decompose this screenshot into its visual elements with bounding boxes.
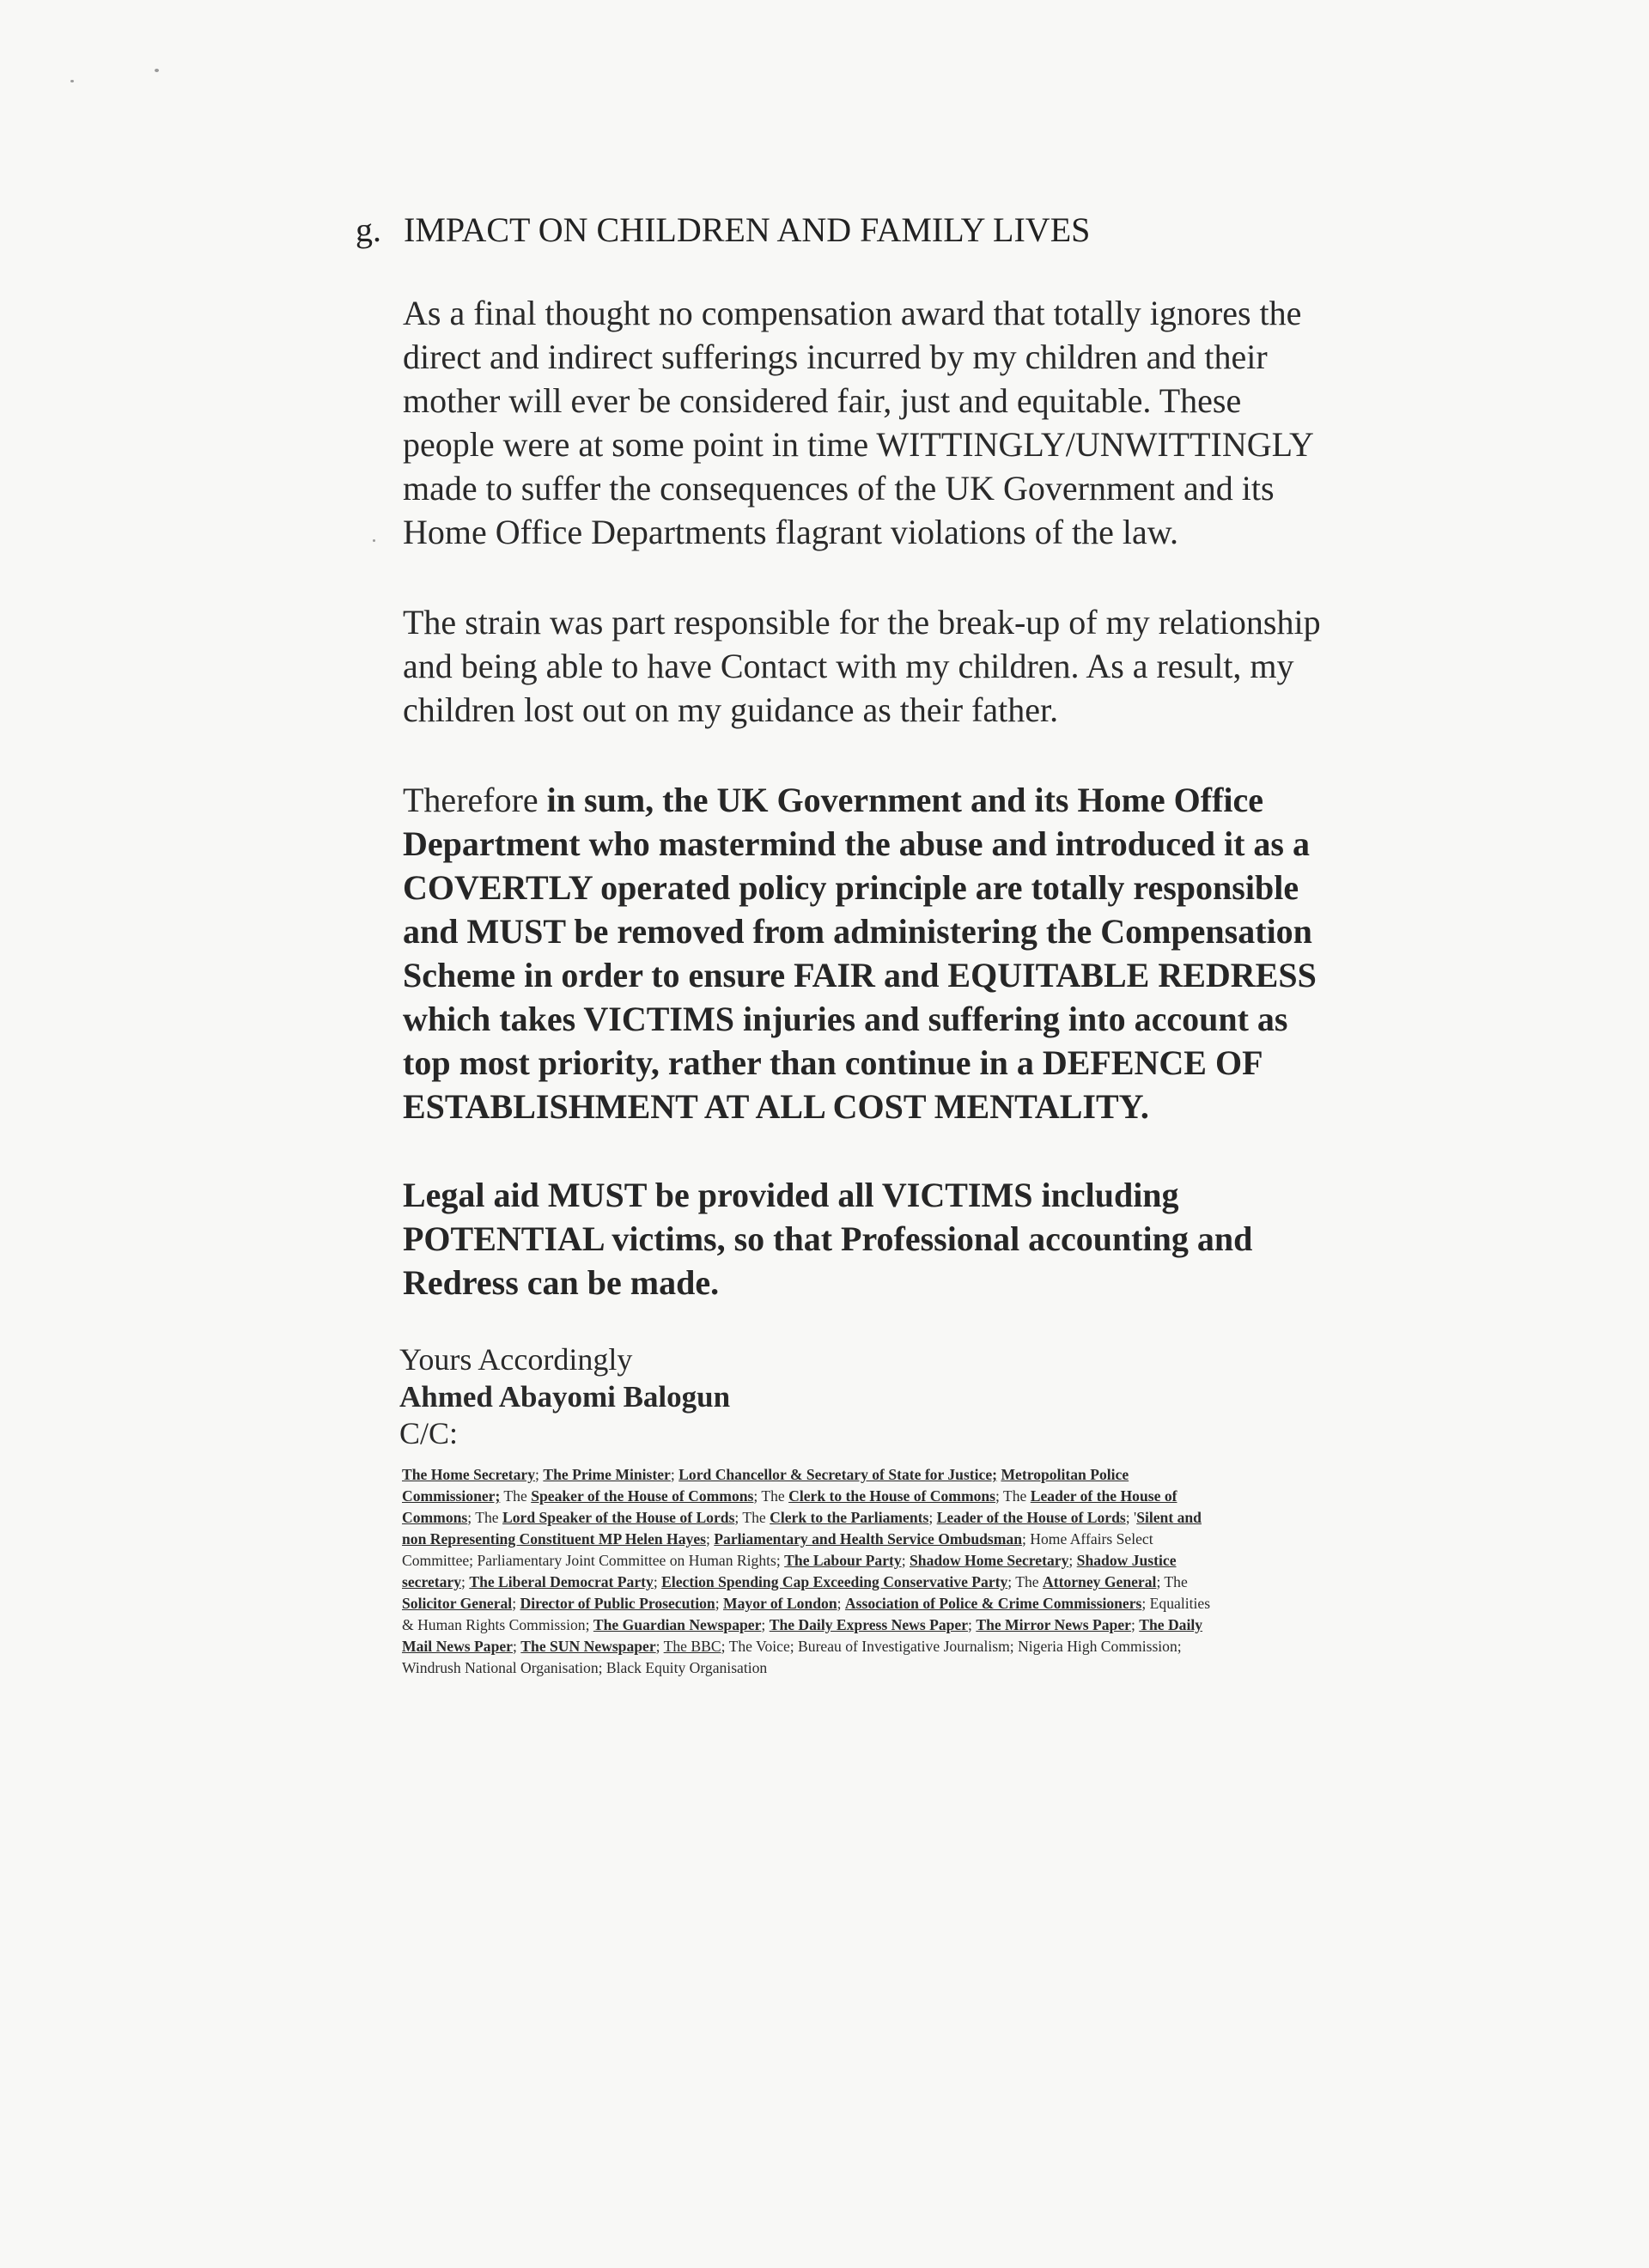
cc-separator: ; (670, 1466, 679, 1483)
cc-line (402, 1529, 1424, 1550)
text-line: COVERTLY operated policy principle are totally responsible (403, 868, 1299, 907)
cc-recipient: The Labour Party (784, 1552, 902, 1569)
cc-recipient: Lord Speaker of the House of Lords (502, 1509, 735, 1526)
cc-recipient: Director of Public Prosecution (520, 1595, 715, 1612)
section-heading (356, 209, 1472, 252)
cc-recipient: Commons (402, 1509, 468, 1526)
cc-recipient: Shadow Justice (1076, 1552, 1177, 1569)
text-line: As a final thought no compensation award that totally ignores the (403, 294, 1302, 332)
cc-line (402, 1464, 1424, 1486)
cc-separator: ; The (753, 1487, 789, 1505)
cc-recipient: The Liberal Democrat Party (469, 1573, 654, 1590)
cc-recipient: The BBC (663, 1638, 721, 1655)
text-line: which takes VICTIMS injuries and suffering into account as (403, 1000, 1288, 1038)
text-line: direct and indirect sufferings incurred by my children and their (403, 337, 1268, 376)
paragraph-final-thought (403, 291, 1459, 554)
cc-plain-text: & Human Rights Commission; (402, 1616, 593, 1633)
text-line: mother will ever be considered fair, just and equitable. These (403, 381, 1242, 420)
cc-plain-text: ; The Voice; Bureau of Investigative Journalism; Nigeria High Commission; (721, 1638, 1182, 1655)
cc-separator: ; The (1007, 1573, 1044, 1590)
cc-recipient: Commissioner; (402, 1487, 501, 1505)
cc-line (402, 1636, 1424, 1657)
cc-line (402, 1550, 1424, 1572)
cc-separator: ; (535, 1466, 544, 1483)
cc-separator: ; (1130, 1616, 1140, 1633)
lead-text: Therefore (403, 781, 547, 819)
text-line (403, 778, 1459, 822)
text-line: The strain was part responsible for the break-up of my relationship (403, 603, 1321, 641)
cc-recipient: Election Spending Cap Exceeding Conservative Party (661, 1573, 1008, 1590)
cc-recipient: Clerk to the Parliaments (770, 1509, 929, 1526)
cc-recipient: The Mirror News Paper (976, 1616, 1131, 1633)
cc-recipient: Mayor of London (723, 1595, 837, 1612)
cc-separator: ; (653, 1573, 662, 1590)
signatory-name: Ahmed Abayomi Balogun (399, 1380, 731, 1414)
cc-plain-text: ; The (1156, 1573, 1188, 1590)
cc-plain-text: Windrush National Organisation; Black Equity Organisation (402, 1659, 768, 1676)
cc-separator: ; The (995, 1487, 1031, 1505)
cc-separator: ; (928, 1509, 937, 1526)
cc-separator: ; The (734, 1509, 770, 1526)
text-line: POTENTIAL victims, so that Professional accounting and (403, 1219, 1253, 1258)
cc-separator: ; (655, 1638, 664, 1655)
cc-plain-text: ; Home Affairs Select (1022, 1530, 1153, 1547)
cc-recipient: The Prime Minister (543, 1466, 671, 1483)
cc-recipient: Shadow Home Secretary (910, 1552, 1069, 1569)
cc-line (402, 1593, 1424, 1614)
cc-recipient: Lord Chancellor & Secretary of State for Justice; (678, 1466, 998, 1483)
cc-separator: The (500, 1487, 532, 1505)
salutation: Yours Accordingly (399, 1342, 633, 1377)
paragraph-strain (403, 600, 1459, 732)
cc-separator: ; (761, 1616, 770, 1633)
cc-line (402, 1507, 1424, 1529)
cc-recipient: secretary (402, 1573, 462, 1590)
cc-recipients-list (402, 1464, 1424, 1679)
text-line: ESTABLISHMENT AT ALL COST MENTALITY. (403, 1087, 1149, 1126)
cc-separator: ; (461, 1573, 470, 1590)
text-line: Scheme in order to ensure FAIR and EQUITABLE REDRESS (403, 956, 1317, 994)
cc-line (402, 1657, 1424, 1679)
text-line: made to suffer the consequences of the UK Government and its (403, 469, 1275, 508)
scan-speck (373, 539, 375, 542)
bold-text: in sum, the UK Government and its Home Office (546, 781, 1264, 819)
cc-line (402, 1614, 1424, 1636)
cc-separator: ; (706, 1530, 715, 1547)
text-line: Department who mastermind the abuse and introduced it as a (403, 824, 1310, 863)
cc-separator: ; (968, 1616, 977, 1633)
text-line: children lost out on my guidance as their father. (403, 690, 1059, 729)
cc-separator: ; ' (1125, 1509, 1137, 1526)
cc-recipient: The Daily (1139, 1616, 1203, 1633)
cc-separator: ; (513, 1638, 521, 1655)
text-line: Legal aid MUST be provided all VICTIMS including (403, 1176, 1179, 1214)
cc-label: C/C: (399, 1416, 459, 1450)
paragraph-conclusion (403, 778, 1459, 1128)
cc-separator: ; (901, 1552, 910, 1569)
cc-recipient: Attorney General (1043, 1573, 1157, 1590)
cc-recipient: Mail News Paper (402, 1638, 513, 1655)
cc-recipient: The Guardian Newspaper (593, 1616, 762, 1633)
cc-recipient: Leader of the House of (1030, 1487, 1177, 1505)
cc-recipient: Solicitor General (402, 1595, 513, 1612)
text-line: and being able to have Contact with my children. As a result, my (403, 647, 1294, 685)
cc-recipient: Speaker of the House of Commons (531, 1487, 754, 1505)
cc-line (402, 1572, 1424, 1593)
cc-plain-text: Committee; Parliamentary Joint Committee on Human Rights; (402, 1552, 785, 1569)
scan-speck (155, 69, 159, 72)
closing-block (399, 1341, 730, 1452)
cc-separator: ; (715, 1595, 723, 1612)
cc-recipient: Leader of the House of Lords (936, 1509, 1126, 1526)
text-line: Home Office Departments flagrant violations of the law. (403, 513, 1179, 551)
cc-separator: ; The (467, 1509, 502, 1526)
section-marker: g. (356, 210, 381, 249)
text-line: top most priority, rather than continue in a DEFENCE OF (403, 1043, 1263, 1082)
paragraph-legal-aid (403, 1173, 1459, 1304)
cc-recipient: Parliamentary and Health Service Ombudsman (714, 1530, 1023, 1547)
cc-line (402, 1486, 1424, 1507)
cc-recipient: The SUN Newspaper (520, 1638, 656, 1655)
cc-separator: ; (512, 1595, 520, 1612)
cc-recipient: Metropolitan Police (1001, 1466, 1129, 1483)
scan-speck (70, 80, 74, 82)
cc-recipient: The Home Secretary (402, 1466, 536, 1483)
text-line: Redress can be made. (403, 1263, 720, 1302)
section-title: IMPACT ON CHILDREN AND FAMILY LIVES (404, 210, 1091, 249)
cc-recipient: non Representing Constituent MP Helen Hayes (402, 1530, 706, 1547)
cc-recipient: Silent and (1136, 1509, 1202, 1526)
cc-separator: ; (1068, 1552, 1077, 1569)
cc-recipient: Association of Police & Crime Commissioners (844, 1595, 1142, 1612)
text-line: people were at some point in time WITTINGLY/UNWITTINGLY (403, 425, 1314, 464)
cc-plain-text: ; Equalities (1141, 1595, 1211, 1612)
text-line: and MUST be removed from administering the Compensation (403, 912, 1312, 951)
cc-recipient: Clerk to the House of Commons (788, 1487, 996, 1505)
cc-separator: ; (837, 1595, 845, 1612)
cc-recipient: The Daily Express News Paper (769, 1616, 969, 1633)
